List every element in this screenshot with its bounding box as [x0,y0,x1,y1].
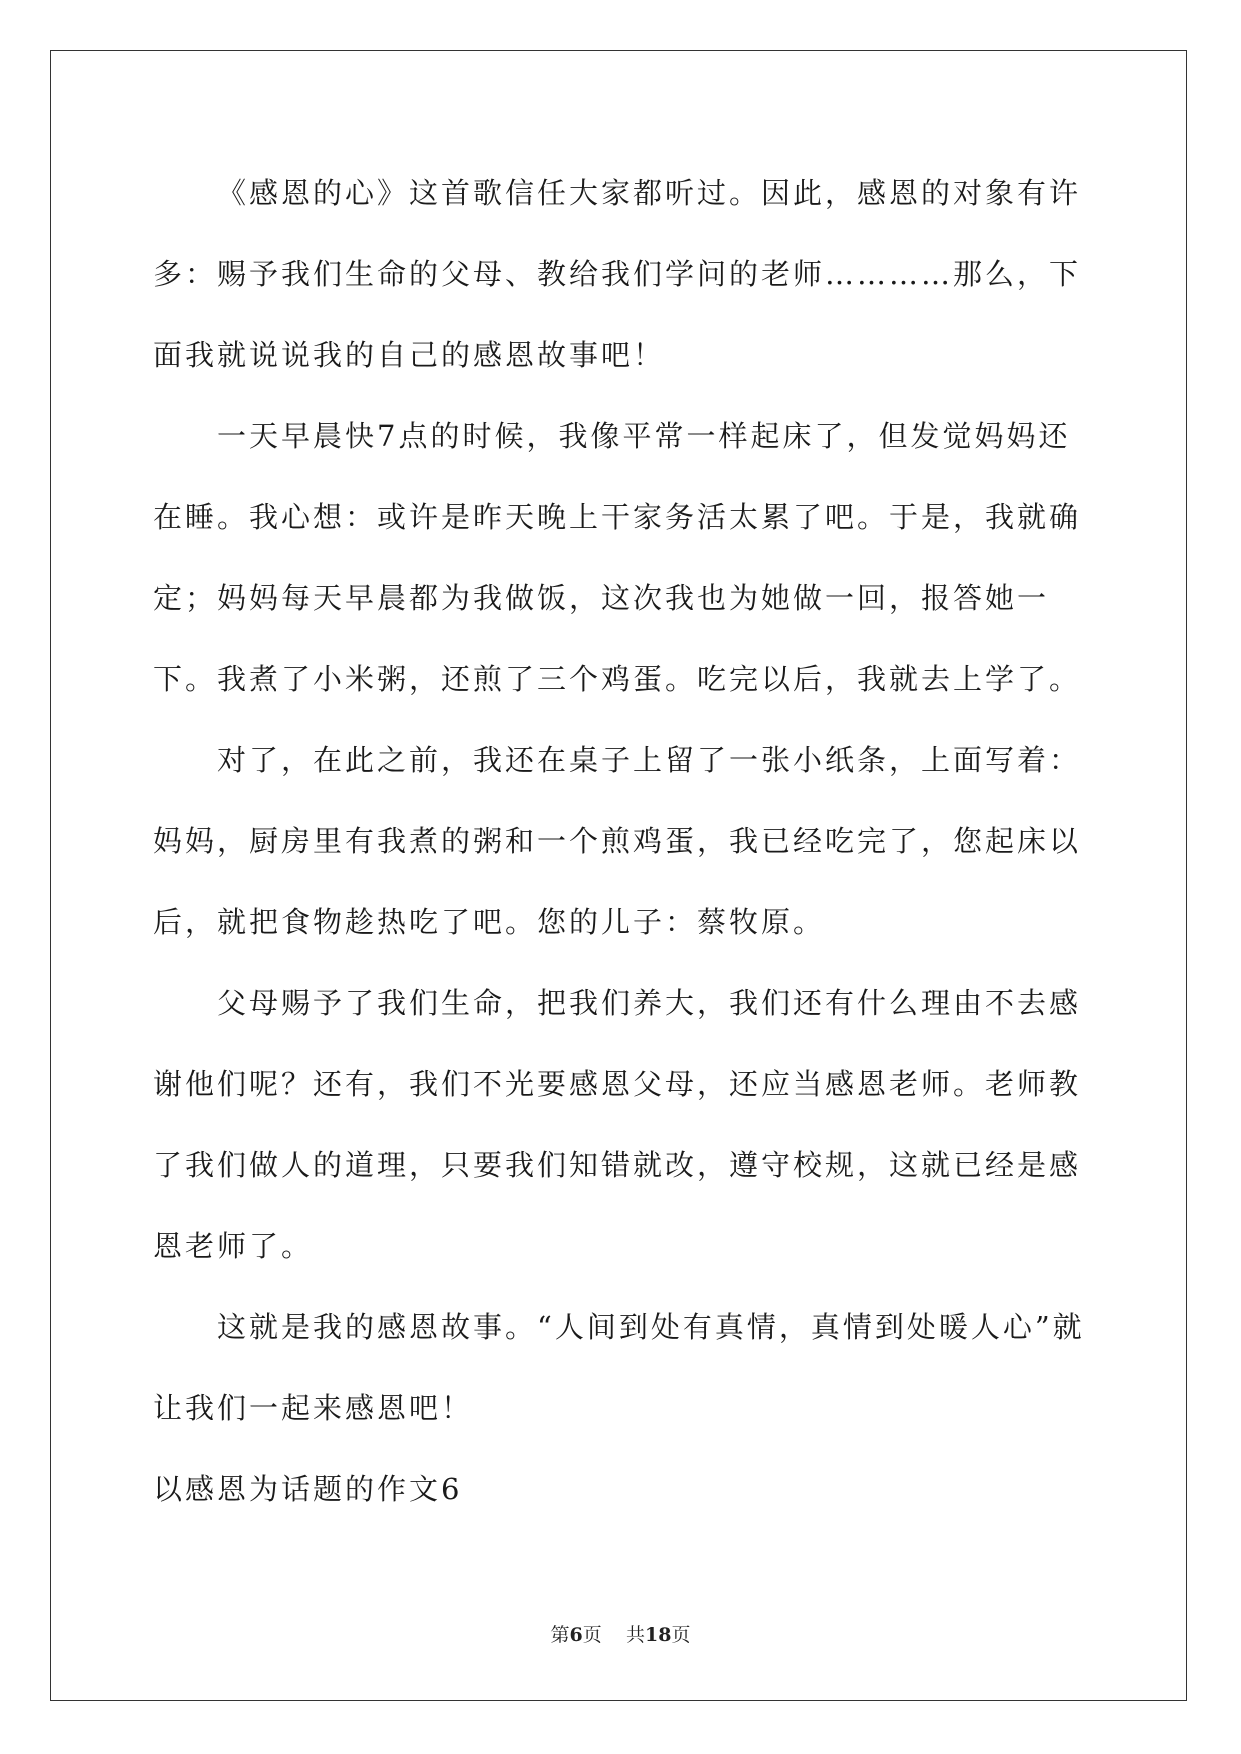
paragraph: 《感恩的心》这首歌信任大家都听过。因此，感恩的对象有许多：赐予我们生命的父母、教给我们学问的老师…………那么，下面我就说说我的自己的感恩故事吧！ [153,176,1082,372]
paragraph: 这就是我的感恩故事。“人间到处有真情，真情到处暖人心”就让我们一起来感恩吧！ [153,1310,1085,1425]
total-suffix: 页 [671,1624,691,1646]
page-number: 6 [569,1624,583,1646]
section-heading: 以感恩为话题的作文6 [153,1472,463,1506]
page-footer [0,1620,1241,1647]
page-prefix: 第 [550,1624,570,1646]
page-suffix: 页 [582,1624,602,1646]
total-prefix: 共 [625,1624,645,1646]
paragraph: 一天早晨快7点的时候，我像平常一样起床了，但发觉妈妈还在睡。我心想：或许是昨天晚上干家务活太累了吧。于是，我就确定；妈妈每天早晨都为我做饭，这次我也为她做一回，报答她一下。我煮了小米粥，还煎了三个鸡蛋。吃完以后，我就去上学了。 [153,419,1082,696]
document-body [153,153,1089,1530]
paragraph: 父母赐予了我们生命，把我们养大，我们还有什么理由不去感谢他们呢？还有，我们不光要感恩父母，还应当感恩老师。老师教了我们做人的道理，只要我们知错就改，遵守校规，这就已经是感恩老师了。 [153,986,1082,1263]
paragraph: 对了，在此之前，我还在桌子上留了一张小纸条，上面写着：妈妈，厨房里有我煮的粥和一个煎鸡蛋，我已经吃完了，您起床以后，就把食物趁热吃了吧。您的儿子：蔡牧原。 [153,743,1082,939]
total-pages: 18 [644,1624,672,1646]
